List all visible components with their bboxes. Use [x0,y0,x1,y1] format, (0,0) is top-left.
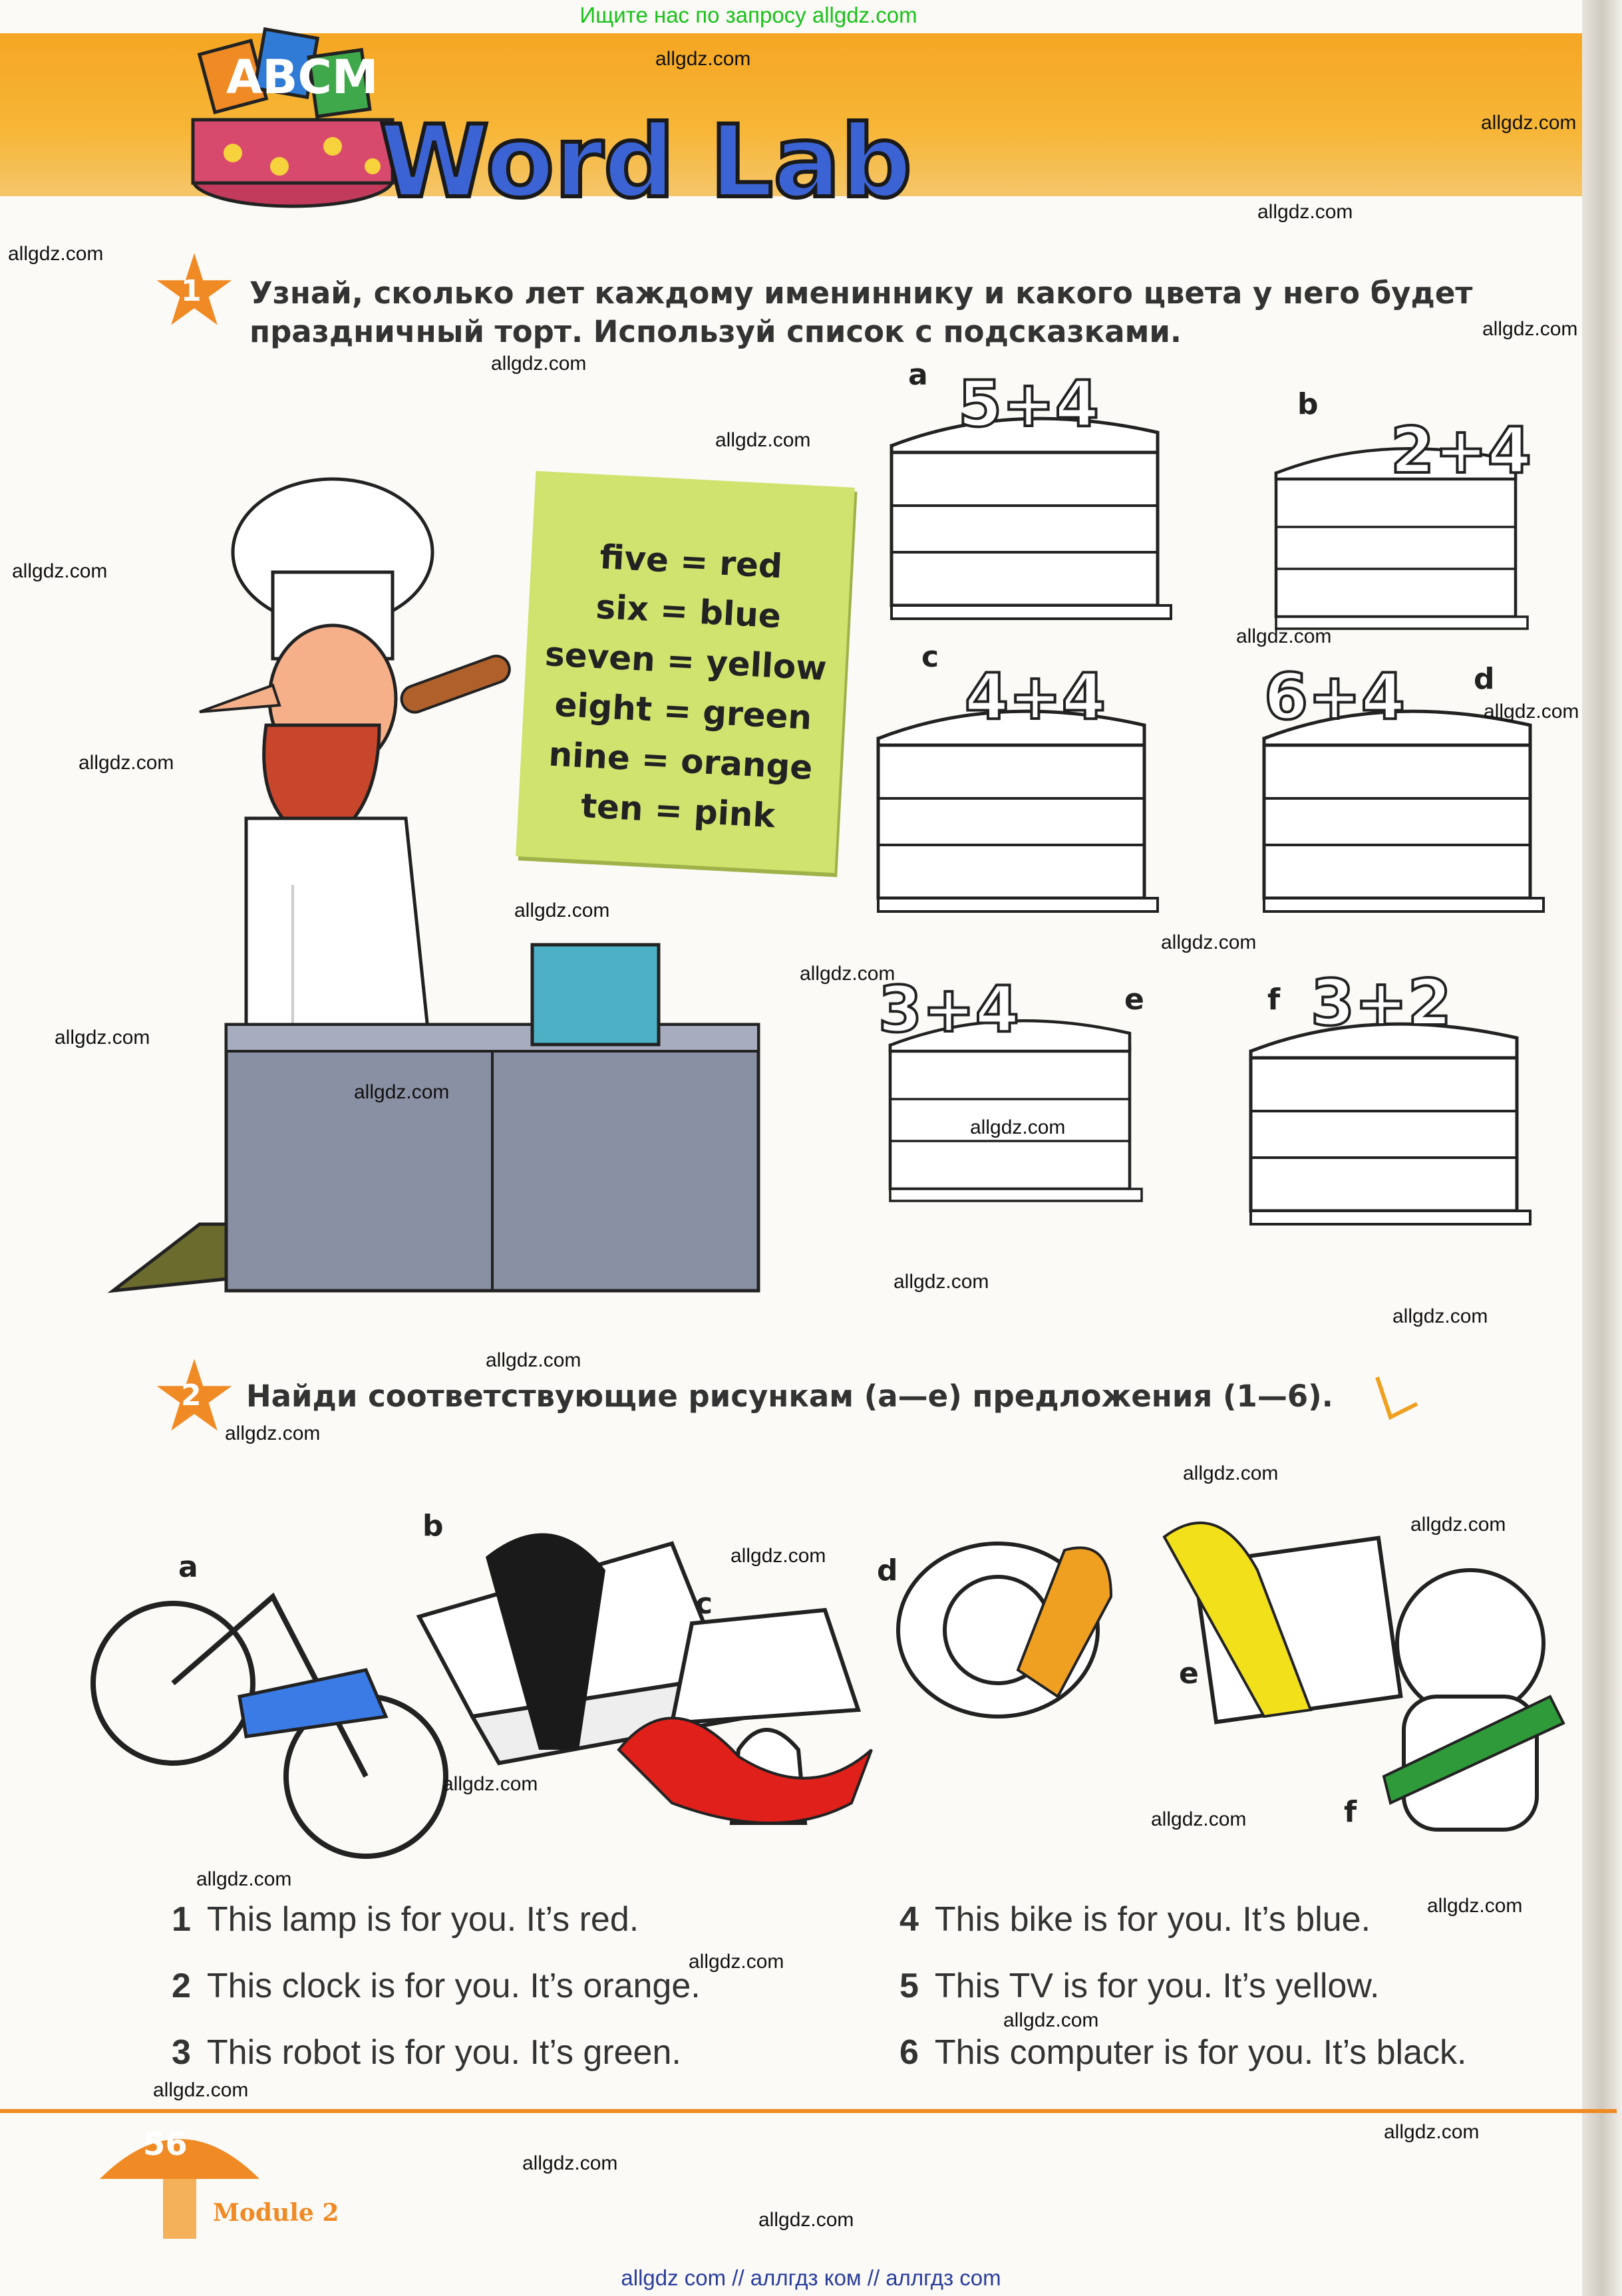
watermark: allgdz.com [689,1951,784,1973]
logo-block-letters: ABCM [226,50,379,104]
module-label: Module 2 [213,2199,339,2227]
cake-e-letter: e [1124,983,1144,1017]
watermark: allgdz.com [800,963,895,985]
watermark: allgdz.com [970,1116,1066,1138]
cake-b-letter: b [1297,387,1319,421]
watermark: allgdz.com [1384,2121,1480,2143]
sentence-6: 6 This computer is for you. It’s black. [899,2033,1467,2072]
watermark: allgdz.com [486,1349,581,1371]
cake-c-sum: 4+4 [965,661,1106,734]
watermark: allgdz.com [196,1868,292,1890]
watermark: allgdz.com [893,1271,989,1293]
watermark: allgdz.com [79,752,174,774]
sentence-4: 4 This bike is for you. It’s blue. [899,1900,1371,1939]
exercise-1-number: 1 [181,274,202,308]
gift-pictures [73,1497,1603,1896]
watermark: allgdz.com [1183,1462,1279,1484]
watermark: allgdz.com [12,560,108,582]
watermark: allgdz.com [225,1422,321,1444]
watermark: allgdz.com [354,1081,450,1103]
exercise-2-instruction: Найди соответствующие рисункам (а—е) предложения (1—6). [246,1379,1333,1414]
watermark: allgdz.com [655,48,751,70]
picture-d-letter: d [877,1554,898,1587]
key-line: ten = pink [579,786,776,836]
sentence-1: 1 This lamp is for you. It’s red. [172,1900,639,1939]
colour-key-note [516,471,855,873]
key-line: five = red [599,538,784,586]
cake-c-letter: c [921,640,939,674]
pencil-icon [1371,1371,1430,1424]
watermark: allgdz.com [1236,625,1332,647]
watermark: allgdz.com [1003,2009,1099,2031]
watermark: allgdz.com [715,429,811,451]
watermark: allgdz.com [8,243,104,265]
watermark: allgdz.com [1151,1808,1247,1830]
picture-f-letter: f [1344,1795,1357,1829]
cake-d-letter: d [1474,662,1495,696]
page-number: 56 [143,2126,188,2163]
picture-e-letter: e [1179,1657,1199,1691]
watermark: allgdz.com [1257,201,1353,223]
bottom-note[interactable]: allgdz com // аллгдз ком // аллгдз com [621,2265,1001,2290]
cake-f-letter: f [1267,983,1281,1017]
exercise-1-instruction-line1: Узнай, сколько лет каждому имениннику и какого цвета у него будет [249,275,1473,311]
top-search-note[interactable]: Ищите нас по запросу allgdz.com [579,3,917,27]
logo-title: Word Lab [379,104,912,220]
key-line: nine = orange [548,735,814,788]
watermark: allgdz.com [55,1027,150,1049]
watermark: allgdz.com [1481,112,1577,134]
cake-b-sum: 2+4 [1390,414,1532,488]
cake-f-sum: 3+2 [1311,967,1452,1040]
watermark: allgdz.com [514,900,610,921]
picture-a-letter: a [178,1550,198,1584]
watermark: allgdz.com [1161,931,1257,953]
sentence-5: 5 This TV is for you. It’s yellow. [899,1967,1380,2005]
watermark: allgdz.com [442,1773,538,1795]
cake-a-letter: a [908,358,928,392]
watermark: allgdz.com [1482,318,1578,340]
sentence-2: 2 This clock is for you. It’s orange. [172,1967,701,2005]
watermark: allgdz.com [153,2079,249,2101]
watermark: allgdz.com [758,2209,854,2231]
picture-c-letter: c [695,1587,713,1621]
exercise-1-instruction-line2: праздничный торт. Используй список с подсказками. [249,314,1182,349]
picture-b-letter: b [422,1509,444,1543]
key-line: seven = yellow [544,634,828,689]
key-line: eight = green [554,685,813,738]
watermark: allgdz.com [1484,701,1579,723]
cake-e-sum: 3+4 [878,973,1019,1047]
sentence-3: 3 This robot is for you. It’s green. [172,2033,681,2072]
cake-a-sum: 5+4 [958,368,1099,441]
exercise-2-number: 2 [181,1379,202,1412]
watermark: allgdz.com [1427,1895,1523,1917]
key-line: six = blue [595,587,782,636]
watermark: allgdz.com [491,353,587,375]
watermark: allgdz.com [730,1545,826,1567]
cake-d-sum: 6+4 [1264,661,1405,734]
watermark: allgdz.com [1392,1305,1488,1327]
watermark: allgdz.com [1410,1514,1506,1536]
kitchen-cabinet [226,931,765,1291]
watermark: allgdz.com [522,2152,618,2174]
